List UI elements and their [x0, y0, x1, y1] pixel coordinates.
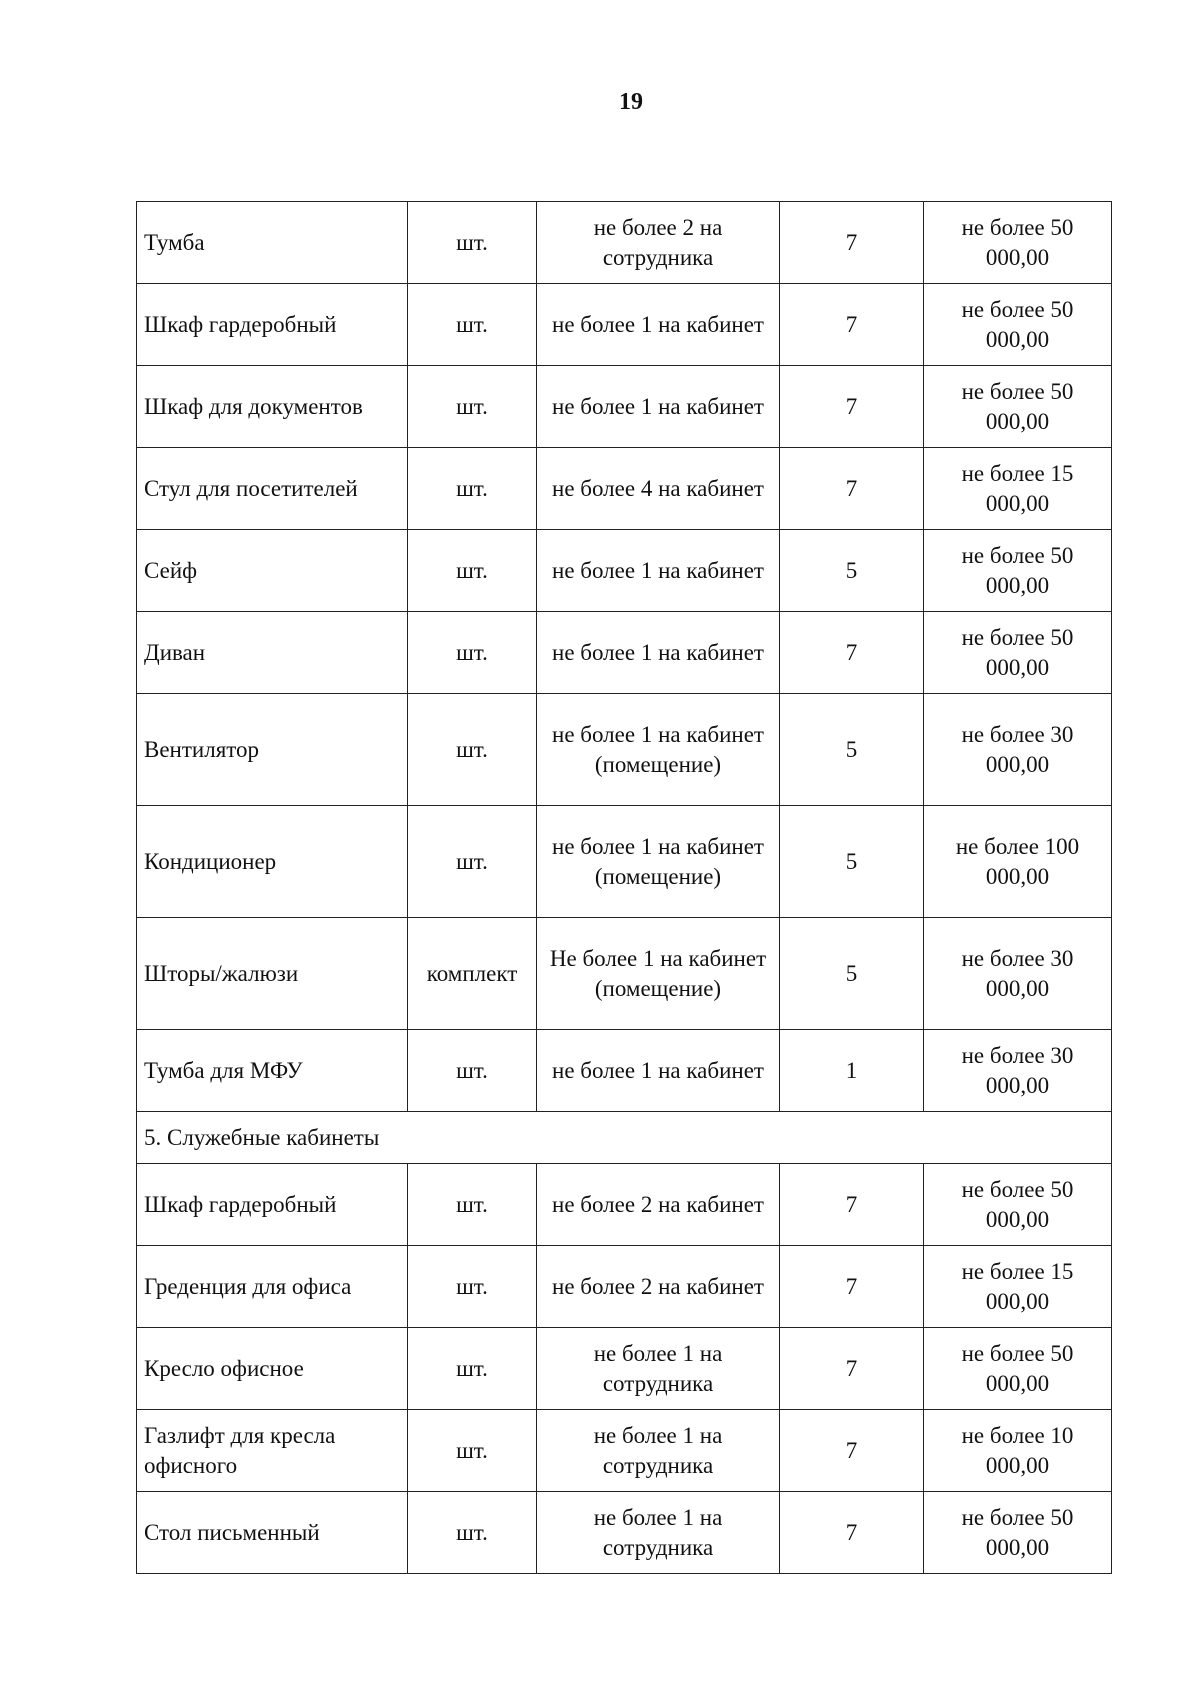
item-unit: шт.: [408, 694, 537, 806]
item-quantity-norm: не более 1 на кабинет: [537, 284, 780, 366]
item-price-limit: не более 100 000,00: [924, 806, 1112, 918]
table-row: [137, 202, 1112, 284]
item-unit: шт.: [408, 202, 537, 284]
item-quantity-norm: не более 1 на кабинет (помещение): [537, 694, 780, 806]
item-price-limit: не более 30 000,00: [924, 918, 1112, 1030]
item-quantity-norm: не более 1 на кабинет: [537, 366, 780, 448]
item-service-years: 5: [780, 530, 924, 612]
item-quantity-norm: не более 1 на сотрудника: [537, 1410, 780, 1492]
table-row: [137, 1410, 1112, 1492]
item-service-years: 7: [780, 284, 924, 366]
table-row: [137, 448, 1112, 530]
table-row: [137, 694, 1112, 806]
item-price-limit: не более 50 000,00: [924, 1492, 1112, 1574]
table-row: [137, 530, 1112, 612]
section-header-row: [137, 1112, 1112, 1164]
item-name: Греденция для офиса: [137, 1246, 408, 1328]
item-price-limit: не более 50 000,00: [924, 1164, 1112, 1246]
item-name: Шкаф для документов: [137, 366, 408, 448]
table-row: [137, 1246, 1112, 1328]
item-service-years: 5: [780, 694, 924, 806]
item-unit: шт.: [408, 366, 537, 448]
table-row: [137, 366, 1112, 448]
table-row: [137, 1030, 1112, 1112]
item-quantity-norm: не более 1 на сотрудника: [537, 1328, 780, 1410]
item-price-limit: не более 15 000,00: [924, 1246, 1112, 1328]
item-name: Кресло офисное: [137, 1328, 408, 1410]
section-title: 5. Служебные кабинеты: [137, 1112, 1112, 1164]
item-service-years: 7: [780, 202, 924, 284]
table-row: [137, 806, 1112, 918]
item-service-years: 1: [780, 1030, 924, 1112]
item-name: Тумба для МФУ: [137, 1030, 408, 1112]
item-quantity-norm: не более 1 на кабинет: [537, 1030, 780, 1112]
item-unit: шт.: [408, 530, 537, 612]
item-service-years: 7: [780, 612, 924, 694]
item-unit: шт.: [408, 612, 537, 694]
item-service-years: 7: [780, 1492, 924, 1574]
table-row: [137, 284, 1112, 366]
item-price-limit: не более 15 000,00: [924, 448, 1112, 530]
item-quantity-norm: не более 1 на сотрудника: [537, 1492, 780, 1574]
item-name: Вентилятор: [137, 694, 408, 806]
item-quantity-norm: Не более 1 на кабинет (помещение): [537, 918, 780, 1030]
item-name: Сейф: [137, 530, 408, 612]
table-row: [137, 918, 1112, 1030]
item-service-years: 7: [780, 366, 924, 448]
item-service-years: 7: [780, 1410, 924, 1492]
item-unit: шт.: [408, 284, 537, 366]
item-name: Шкаф гардеробный: [137, 1164, 408, 1246]
item-quantity-norm: не более 2 на сотрудника: [537, 202, 780, 284]
item-service-years: 5: [780, 918, 924, 1030]
item-name: Диван: [137, 612, 408, 694]
item-quantity-norm: не более 2 на кабинет: [537, 1246, 780, 1328]
item-quantity-norm: не более 4 на кабинет: [537, 448, 780, 530]
item-price-limit: не более 50 000,00: [924, 1328, 1112, 1410]
item-price-limit: не более 50 000,00: [924, 530, 1112, 612]
table-row: [137, 612, 1112, 694]
item-quantity-norm: не более 1 на кабинет (помещение): [537, 806, 780, 918]
item-name: Газлифт для кресла офисного: [137, 1410, 408, 1492]
page-number: 19: [619, 89, 643, 115]
item-name: Стул для посетителей: [137, 448, 408, 530]
item-price-limit: не более 10 000,00: [924, 1410, 1112, 1492]
item-unit: шт.: [408, 1410, 537, 1492]
item-price-limit: не более 50 000,00: [924, 612, 1112, 694]
item-service-years: 7: [780, 1164, 924, 1246]
item-price-limit: не более 50 000,00: [924, 366, 1112, 448]
item-price-limit: не более 30 000,00: [924, 1030, 1112, 1112]
item-unit: шт.: [408, 448, 537, 530]
item-unit: шт.: [408, 806, 537, 918]
item-quantity-norm: не более 1 на кабинет: [537, 612, 780, 694]
item-unit: шт.: [408, 1030, 537, 1112]
table-row: [137, 1492, 1112, 1574]
item-price-limit: не более 50 000,00: [924, 202, 1112, 284]
item-name: Тумба: [137, 202, 408, 284]
item-service-years: 7: [780, 1246, 924, 1328]
table-row: [137, 1328, 1112, 1410]
item-price-limit: не более 50 000,00: [924, 284, 1112, 366]
furniture-norms-table: [136, 201, 1112, 1574]
item-price-limit: не более 30 000,00: [924, 694, 1112, 806]
item-quantity-norm: не более 1 на кабинет: [537, 530, 780, 612]
item-service-years: 7: [780, 448, 924, 530]
item-unit: шт.: [408, 1492, 537, 1574]
item-unit: комплект: [408, 918, 537, 1030]
item-unit: шт.: [408, 1164, 537, 1246]
item-unit: шт.: [408, 1246, 537, 1328]
item-service-years: 7: [780, 1328, 924, 1410]
table-row: [137, 1164, 1112, 1246]
item-name: Кондиционер: [137, 806, 408, 918]
item-service-years: 5: [780, 806, 924, 918]
item-name: Шкаф гардеробный: [137, 284, 408, 366]
item-quantity-norm: не более 2 на кабинет: [537, 1164, 780, 1246]
item-name: Стол письменный: [137, 1492, 408, 1574]
item-unit: шт.: [408, 1328, 537, 1410]
item-name: Шторы/жалюзи: [137, 918, 408, 1030]
